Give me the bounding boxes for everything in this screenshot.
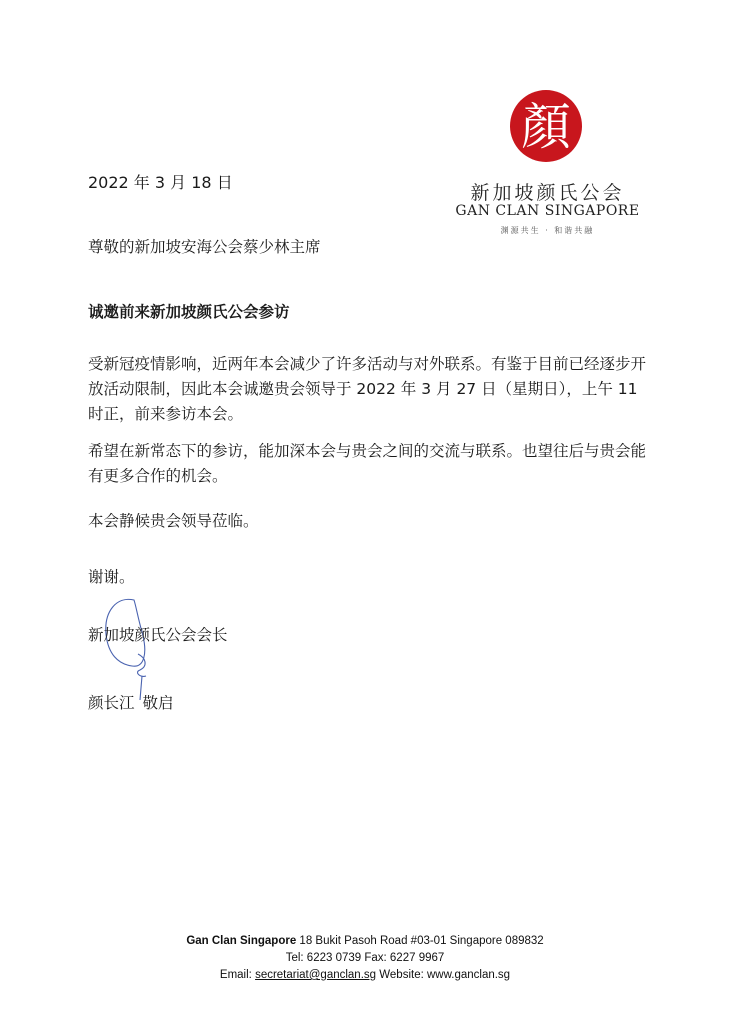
thanks-line: 谢谢。 [88,568,135,586]
footer-email-label: Email: [219,969,256,981]
letter-subject: 诚邀前来新加坡颜氏公会参访 [88,303,290,321]
letter-date: 2022 年 3 月 18 日 [88,173,233,192]
footer-website: Website: www.ganclan.sg [376,969,511,981]
footer-address-line [0,933,730,950]
salutation: 尊敬的新加坡安海公会蔡少林主席 [88,238,321,256]
logo-english-name: GAN CLAN SINGAPORE [455,203,640,219]
body-paragraph-1: 受新冠疫情影响，近两年本会减少了许多活动与对外联系。有鉴于目前已经逐步开放活动限制，因此本会诚邀贵会领导于 2022 年 3 月 27 日（星期日），上午 11 时正，前来参访本会。 [88,355,647,423]
body-paragraph-3: 本会静候贵会领导莅临。 [88,512,259,530]
body-paragraph-2: 希望在新常态下的参访，能加深本会与贵会之间的交流与联系。也望往后与贵会能有更多合作的机会。 [88,442,647,485]
footer-contact-line [0,967,730,984]
signer-line [88,691,174,713]
logo-chinese-name: 新加坡颜氏公会 [470,182,625,204]
signer-title: 新加坡颜氏公会会长 [88,626,228,644]
footer-email-link[interactable]: secretariat@ganclan.sg [255,969,377,981]
footer-org-name: Gan Clan Singapore [186,935,297,947]
signer-name: 颜长江 [88,694,135,712]
seal-character: 顏 [521,98,571,156]
footer-address: 18 Bukit Pasoh Road #03-01 Singapore 089832 [296,935,544,947]
footer-tel-fax: Tel: 6223 0739 Fax: 6227 9967 [285,952,445,964]
letter-footer [0,933,730,984]
seal-logo-icon [508,86,584,170]
closing-phrase: 敬启 [142,694,174,712]
logo-tagline: 渊源共生 · 和谐共融 [500,226,595,235]
